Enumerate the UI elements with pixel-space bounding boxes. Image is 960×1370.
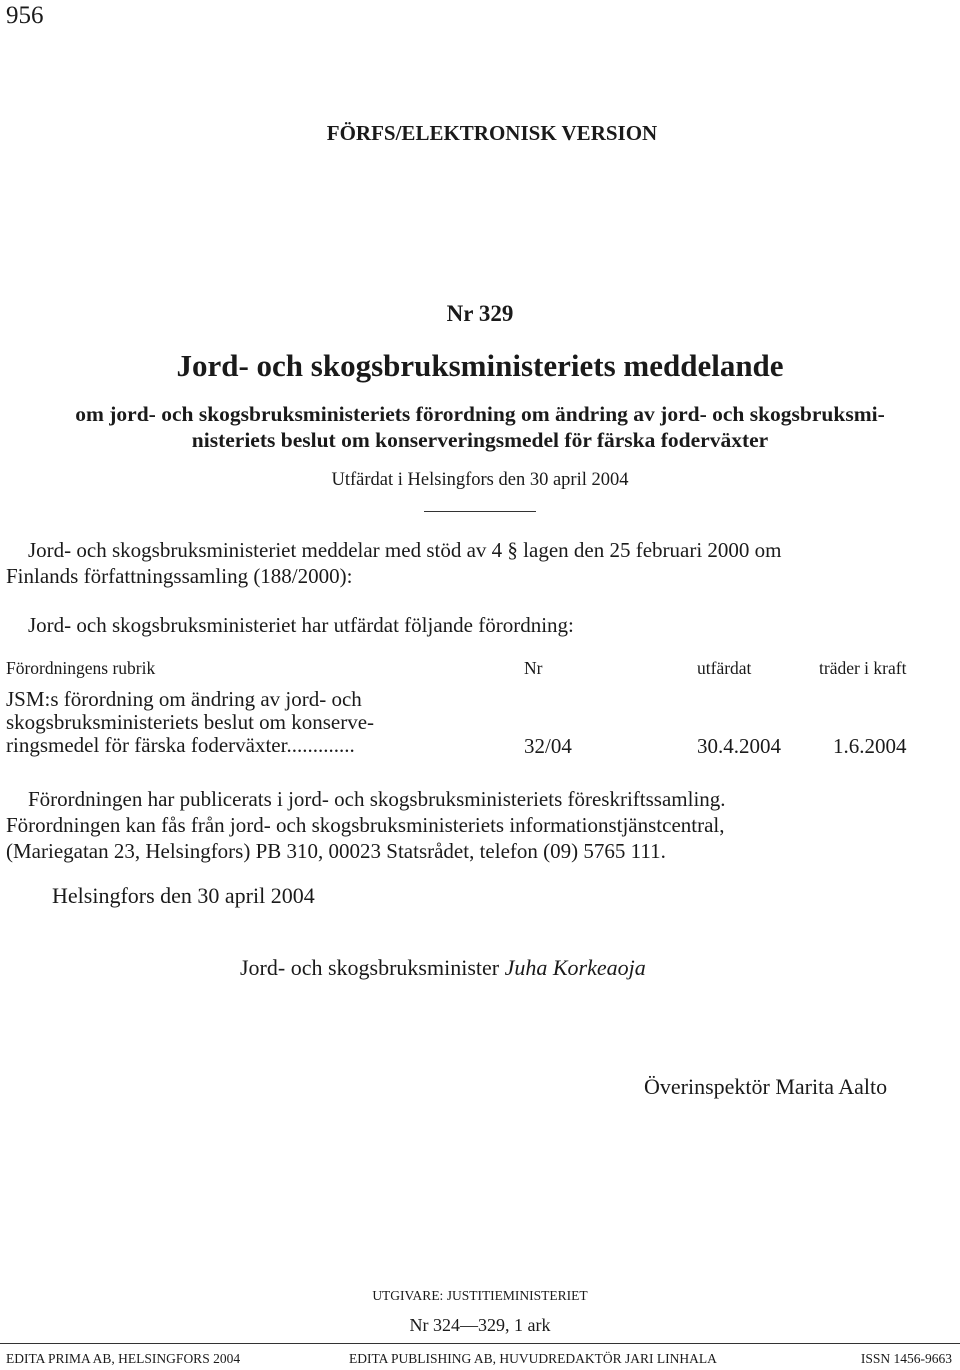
footer-issn: ISSN 1456-9663 <box>860 1351 952 1366</box>
table-cell-nr: 32/04 <box>524 734 572 758</box>
intro-line-1: Jord- och skogsbruksministeriet meddelar med stöd av 4 § lagen den 25 februari 2000 om <box>28 538 782 562</box>
minister-name: Juha Korkeaoja <box>504 955 646 980</box>
table-cell-utfardat: 30.4.2004 <box>697 734 781 758</box>
table-row-rubrik <box>6 688 476 757</box>
footer-editor: EDITA PUBLISHING AB, HUVUDREDAKTÖR JARI LINHALA <box>349 1351 717 1366</box>
inspector-signature: Överinspektör Marita Aalto <box>644 1074 888 1099</box>
notice-title: Jord- och skogsbruksministeriets meddelande <box>176 348 784 383</box>
publication-paragraph <box>6 786 954 864</box>
notice-number: Nr 329 <box>446 301 514 326</box>
notice-subtitle <box>0 401 960 453</box>
version-heading: FÖRFS/ELEKTRONISK VERSION <box>326 121 658 145</box>
table-cell-trader: 1.6.2004 <box>833 734 907 758</box>
publication-line-3: (Mariegatan 23, Helsingfors) PB 310, 00023 Statsrådet, telefon (09) 5765 111. <box>6 839 666 863</box>
intro-paragraph <box>6 537 954 589</box>
issued-paragraph: Jord- och skogsbruksministeriet har utfärdat följande förordning: <box>28 613 574 637</box>
divider <box>424 511 536 512</box>
publisher: UTGIVARE: JUSTITIEMINISTERIET <box>372 1288 588 1303</box>
table-header-trader: träder i kraft <box>819 658 907 678</box>
rubrik-line-1: JSM:s förordning om ändring av jord- och <box>6 687 362 711</box>
subtitle-line-1: om jord- och skogsbruksministeriets förordning om ändring av jord- och skogsbruksmi- <box>75 402 885 426</box>
table-header-utfardat: utfärdat <box>697 658 752 678</box>
footer-divider <box>0 1343 960 1344</box>
rubrik-line-3-text: ringsmedel för färska foderväxter <box>6 733 287 757</box>
rubrik-line-3 <box>6 734 476 757</box>
table-header-nr: Nr <box>524 658 543 678</box>
minister-signature <box>240 955 646 981</box>
issued-line: Utfärdat i Helsingfors den 30 april 2004 <box>331 470 629 490</box>
ark-info: Nr 324—329, 1 ark <box>409 1315 551 1335</box>
rubrik-line-2: skogsbruksministeriets beslut om konserve- <box>6 710 375 734</box>
footer-printer: EDITA PRIMA AB, HELSINGFORS 2004 <box>6 1351 241 1366</box>
publication-line-1: Förordningen har publicerats i jord- och skogsbruksministeriets föreskriftssamling. <box>28 787 726 811</box>
subtitle-line-2: nisteriets beslut om konserveringsmedel för färska foderväxter <box>191 428 769 452</box>
minister-title: Jord- och skogsbruksminister <box>240 955 500 980</box>
table-header-rubrik: Förordningens rubrik <box>6 658 156 678</box>
place-date: Helsingfors den 30 april 2004 <box>52 883 315 908</box>
publication-line-2: Förordningen kan fås från jord- och skogsbruksministeriets informationstjänstcentral, <box>6 813 725 837</box>
dot-leader: ............. <box>286 733 355 757</box>
intro-line-2: Finlands författningssamling (188/2000): <box>6 564 353 588</box>
page-number: 956 <box>6 2 44 29</box>
